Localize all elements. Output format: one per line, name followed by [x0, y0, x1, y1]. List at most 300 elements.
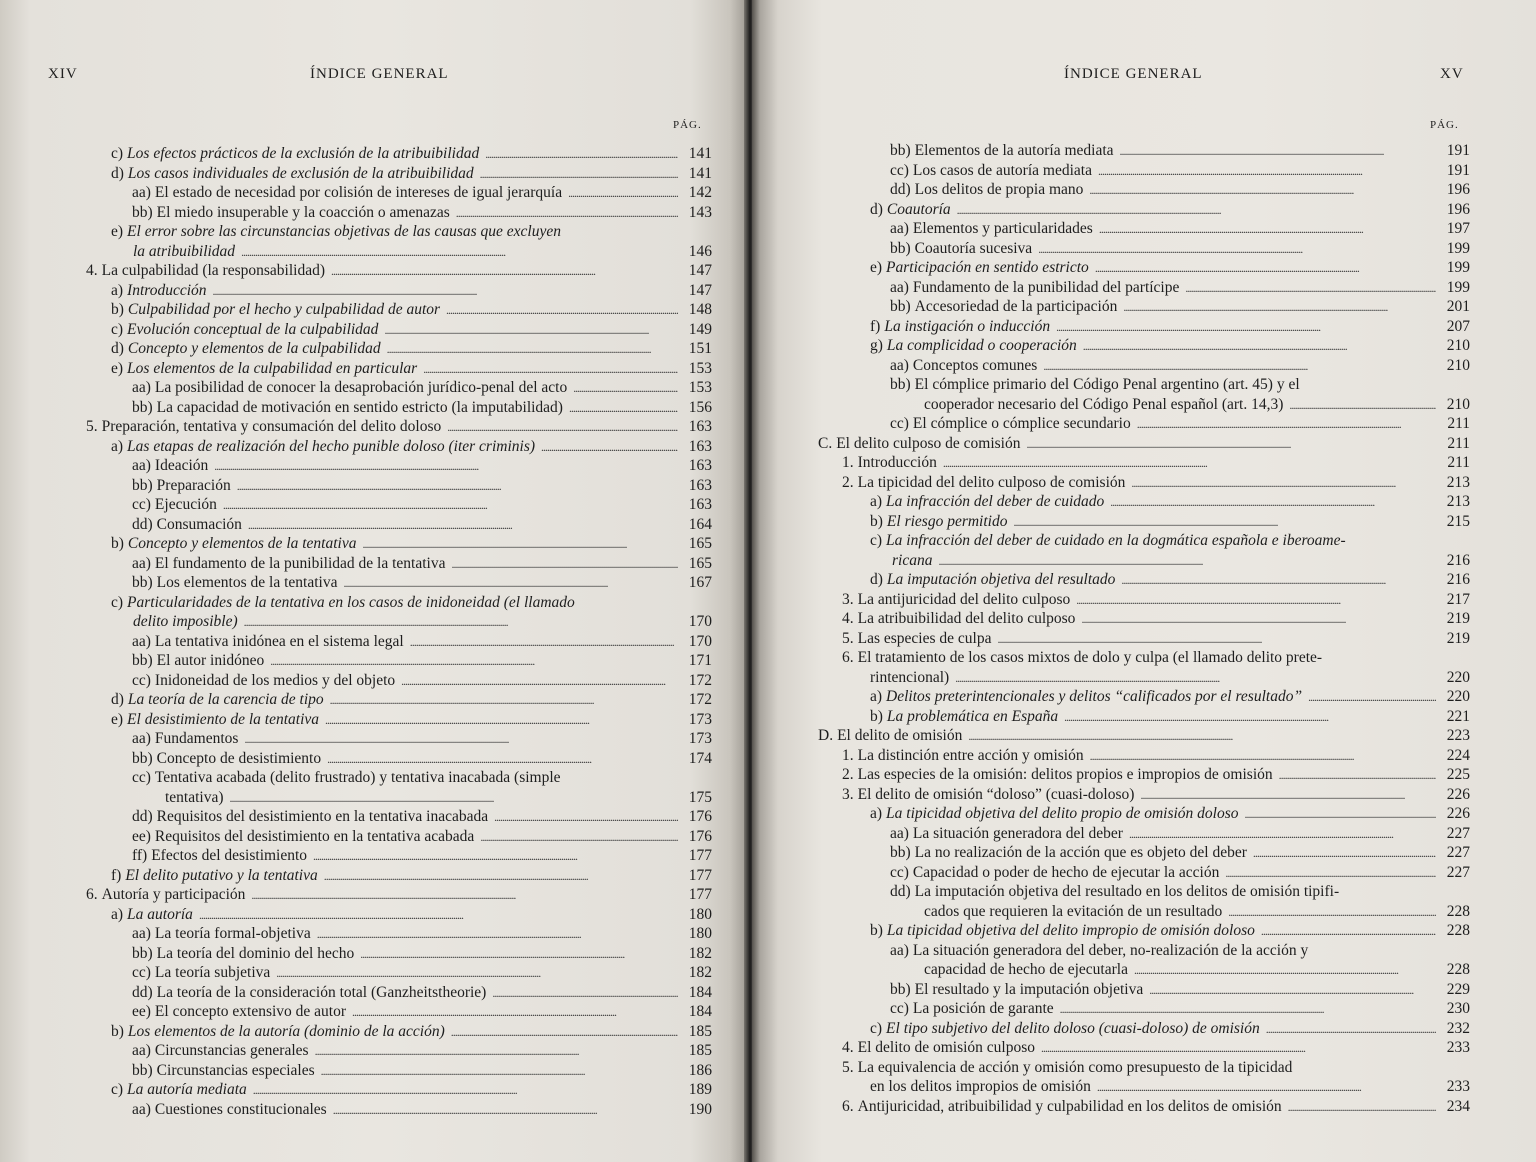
toc-entry-title: Autoría y participación — [101, 886, 246, 903]
toc-entry-title: Fundamento de la punibilidad del partícipe — [912, 278, 1180, 296]
toc-page-number: 176 — [688, 808, 712, 825]
toc-page-number: 184 — [688, 1003, 712, 1020]
toc-page-number: 228 — [1446, 902, 1470, 920]
toc-entry-title: El riesgo permitido — [886, 512, 1008, 530]
toc-entry-label: cc) — [890, 1000, 909, 1017]
dot-leader — [997, 629, 1436, 650]
dot-leader — [362, 534, 678, 555]
toc-entry-title: La culpabilidad (la responsabilidad) — [101, 262, 326, 279]
toc-entry-label: 6. — [86, 886, 98, 903]
toc-entry — [111, 164, 712, 185]
toc-page-number: 211 — [1447, 415, 1470, 432]
toc-entry-title: Los delitos de propia mano — [914, 181, 1084, 198]
toc-entry-title: Requisitos del desistimiento en la tentativa inacabada — [156, 808, 489, 825]
toc-page-number: 141 — [688, 145, 712, 162]
toc-page-number: 172 — [688, 671, 712, 689]
toc-entry-title: Concepto y elementos de la tentativa — [127, 535, 357, 552]
toc-entry — [870, 707, 1470, 728]
toc-page-number: 148 — [688, 301, 712, 318]
dot-leader — [1110, 492, 1436, 513]
dot-leader — [321, 1061, 678, 1082]
toc-entry-title: Particularidades de la tentativa en los casos de inidoneidad (el llamado — [127, 593, 575, 611]
toc-entry-label: f) — [111, 866, 122, 884]
toc-entry-title: cooperador necesario del Código Penal español (art. 14,3) — [924, 395, 1284, 413]
dot-leader — [276, 963, 678, 984]
toc-page-number: 185 — [688, 1042, 712, 1059]
dot-leader — [451, 1022, 678, 1043]
dot-leader — [1185, 278, 1436, 299]
toc-entry-label: 5. — [842, 629, 854, 647]
toc-entry — [890, 882, 1470, 902]
toc-entry-title: La teoría de la carencia de tipo — [127, 691, 324, 708]
toc-entry — [132, 827, 712, 848]
toc-entry-label: cc) — [132, 496, 151, 513]
toc-page-number: 164 — [688, 515, 712, 533]
toc-entry-title: El error sobre las circunstancias objetivas de las causas que excluyen — [127, 223, 561, 240]
toc-page-number: 230 — [1446, 1000, 1470, 1017]
toc-entry — [132, 632, 712, 653]
toc-entry-label: aa) — [890, 824, 909, 842]
toc-entry-label: b) — [111, 301, 124, 318]
toc-entry-title: Las etapas de realización del hecho punible doloso (iter criminis) — [127, 437, 536, 455]
left-page — [0, 0, 748, 1162]
toc-entry-label: C. — [818, 434, 833, 452]
toc-entry-title: El delito de omisión “doloso” (cuasi-doloso) — [857, 785, 1135, 803]
toc-entry — [842, 785, 1470, 806]
toc-entry-label: c) — [111, 593, 124, 611]
dot-leader — [1308, 687, 1436, 708]
toc-entry — [132, 456, 712, 477]
dot-leader — [1266, 1019, 1436, 1040]
toc-entry — [132, 476, 712, 497]
toc-entry — [111, 222, 712, 242]
dot-leader — [1043, 356, 1436, 377]
toc-entry — [132, 749, 712, 770]
toc-entry — [111, 281, 712, 302]
toc-entry — [111, 300, 712, 321]
toc-page-number: 146 — [688, 242, 712, 260]
toc-entry-label: aa) — [132, 632, 151, 650]
toc-entry-title: El cómplice o cómplice secundario — [912, 415, 1131, 432]
dot-leader — [1060, 999, 1436, 1020]
dot-leader — [1038, 239, 1436, 260]
toc-entry-label: 3. — [842, 785, 854, 803]
toc-entry-title: El delito de omisión — [837, 727, 963, 744]
dot-leader — [1149, 980, 1436, 1001]
toc-entry-title: El fundamento de la punibilidad de la tentativa — [154, 554, 446, 572]
toc-entry-title: Circunstancias generales — [154, 1042, 309, 1059]
toc-entry — [165, 788, 712, 809]
toc-entry-title: La infracción del deber de cuidado en la dogmática española e iberoame- — [886, 532, 1346, 549]
toc-page-number: 211 — [1447, 434, 1470, 452]
toc-entry-label: bb) — [890, 142, 911, 159]
dot-leader — [315, 1041, 678, 1062]
toc-page-number: 141 — [688, 164, 712, 182]
toc-page-number: 191 — [1446, 161, 1470, 179]
toc-page-number: 149 — [688, 320, 712, 338]
toc-entry — [870, 804, 1470, 825]
dot-leader — [1228, 902, 1436, 923]
toc-entry-label: cc) — [890, 161, 909, 179]
dot-leader — [1089, 180, 1436, 201]
toc-page-number: 147 — [688, 281, 712, 299]
dot-leader — [568, 183, 678, 204]
toc-entry-label: bb) — [890, 298, 911, 315]
toc-page-number: 219 — [1446, 610, 1470, 627]
dot-leader — [1289, 395, 1436, 416]
toc-page-number: 173 — [688, 730, 712, 747]
toc-entry-label: f) — [870, 317, 881, 335]
toc-entry-label: a) — [111, 905, 124, 923]
toc-entry-label: c) — [870, 1019, 883, 1037]
toc-entry-label: aa) — [132, 925, 151, 942]
toc-entry-label: bb) — [132, 476, 153, 494]
toc-entry — [890, 239, 1470, 260]
toc-page-number: 189 — [688, 1081, 712, 1098]
toc-entry-title: El tratamiento de los casos mixtos de dolo y culpa (el llamado delito prete- — [857, 649, 1323, 666]
toc-entry — [842, 473, 1470, 494]
toc-entry-title: La autoría mediata — [127, 1081, 247, 1098]
toc-page-number: 220 — [1446, 688, 1470, 705]
dot-leader — [325, 710, 678, 731]
toc-entry-title: La teoría formal-objetiva — [154, 925, 311, 942]
toc-entry — [890, 941, 1470, 961]
dot-leader — [199, 905, 678, 926]
toc-entry — [133, 242, 712, 263]
dot-leader — [213, 281, 678, 302]
toc-page-number: 228 — [1446, 961, 1470, 978]
toc-entry-title: Las especies de la omisión: delitos propios e impropios de omisión — [857, 766, 1273, 783]
toc-entry-label: 5. — [842, 1058, 854, 1076]
toc-entry-title: El autor inidóneo — [156, 652, 265, 669]
toc-entry-label: aa) — [132, 1100, 151, 1118]
toc-entry-title: Preparación — [156, 476, 231, 494]
dot-leader — [1098, 161, 1436, 182]
dot-leader — [1081, 609, 1436, 630]
toc-entry-label: dd) — [132, 983, 153, 1001]
toc-entry-title: Coautoría sucesiva — [914, 239, 1033, 257]
toc-entry-title: Coautoría — [886, 200, 951, 218]
toc-entry-title: La equivalencia de acción y omisión como presupuesto de la tipicidad — [857, 1058, 1293, 1076]
toc-entry-title: Fundamentos — [154, 730, 239, 747]
toc-page-number: 226 — [1446, 785, 1470, 803]
toc-entry-title: La problemática en España — [886, 707, 1059, 725]
toc-entry-label: e) — [111, 223, 124, 240]
toc-entry-title: Los elementos de la tentativa — [156, 574, 338, 591]
toc-entry-title: Delitos preterintencionales y delitos “calificados por el resultado” — [886, 688, 1303, 705]
dot-leader — [230, 788, 678, 809]
dot-leader — [251, 885, 678, 906]
dot-leader — [1064, 707, 1436, 728]
toc-entry-title: Tentativa acabada (delito frustrado) y tentativa inacabada (simple — [154, 769, 561, 786]
toc-entry — [111, 905, 712, 926]
toc-entry — [842, 1058, 1470, 1078]
toc-entry-label: cc) — [132, 769, 151, 786]
toc-page-number: 232 — [1446, 1019, 1470, 1037]
toc-page-number: 228 — [1446, 922, 1470, 939]
toc-entry-title: Consumación — [156, 515, 242, 533]
dot-leader — [327, 749, 678, 770]
toc-entry-title: Ejecución — [154, 496, 217, 513]
toc-entry — [132, 554, 712, 575]
left-page-label: PÁG. — [673, 119, 702, 131]
dot-leader — [955, 668, 1436, 689]
right-running-head: ÍNDICE GENERAL — [1064, 66, 1203, 82]
toc-page-number: 229 — [1446, 980, 1470, 998]
toc-entry-title: La imputación objetiva del resultado en los delitos de omisión tipifi- — [914, 883, 1340, 900]
dot-leader — [401, 671, 678, 692]
toc-entry-label: b) — [870, 707, 883, 725]
left-toc — [0, 144, 712, 1144]
toc-page-number: 199 — [1446, 259, 1470, 276]
toc-entry — [890, 219, 1470, 240]
toc-entry-label: b) — [870, 512, 883, 530]
toc-entry-label: aa) — [890, 356, 909, 374]
toc-entry-label: b) — [870, 922, 883, 939]
dot-leader — [1013, 512, 1436, 533]
toc-entry — [132, 203, 712, 224]
toc-entry — [890, 980, 1470, 1001]
toc-entry-label: aa) — [132, 457, 151, 474]
dot-leader — [410, 632, 678, 653]
toc-entry-label: d) — [111, 164, 124, 182]
toc-page-number: 213 — [1446, 493, 1470, 510]
toc-entry-label: aa) — [890, 941, 909, 959]
toc-entry-label: bb) — [132, 203, 153, 221]
toc-entry-title: Los efectos prácticos de la exclusión de la atribuibilidad — [127, 145, 480, 162]
dot-leader — [343, 573, 678, 594]
toc-entry-title: La situación generadora del deber, no-realización de la acción y — [912, 941, 1309, 959]
toc-entry-title: Preparación, tentativa y consumación del delito doloso — [101, 418, 442, 435]
toc-entry — [890, 999, 1470, 1020]
toc-entry — [111, 710, 712, 731]
dot-leader — [480, 827, 678, 848]
toc-page-number: 173 — [688, 710, 712, 728]
toc-entry-label: bb) — [132, 652, 153, 669]
toc-entry-title: La complicidad o cooperación — [886, 337, 1077, 354]
toc-page-number: 210 — [1446, 337, 1470, 354]
dot-leader — [237, 476, 678, 497]
toc-entry-title: La teoría del dominio del hecho — [156, 944, 355, 962]
toc-entry-label: 1. — [842, 454, 854, 471]
toc-page-number: 211 — [1447, 454, 1470, 471]
toc-page-number: 227 — [1446, 824, 1470, 842]
dot-leader — [569, 398, 678, 419]
toc-entry-title: Los elementos de la autoría (dominio de la acción) — [127, 1022, 445, 1040]
dot-leader — [541, 437, 678, 458]
toc-entry-label: 5. — [86, 418, 98, 435]
toc-entry — [111, 359, 712, 380]
toc-page-number: 233 — [1446, 1078, 1470, 1095]
toc-page-number: 220 — [1446, 668, 1470, 686]
toc-entry-title: rintencional) — [870, 668, 950, 686]
toc-entry-label: D. — [818, 727, 834, 744]
dot-leader — [943, 453, 1436, 474]
toc-entry-label: b) — [111, 1022, 124, 1040]
toc-page-number: 196 — [1446, 181, 1470, 198]
dot-leader — [1097, 1077, 1436, 1098]
toc-entry-label: 1. — [842, 746, 854, 764]
toc-entry — [133, 612, 712, 633]
toc-entry — [132, 183, 712, 204]
toc-entry-label: c) — [111, 145, 124, 162]
toc-entry — [890, 141, 1470, 162]
toc-entry-title: Evolución conceptual de la culpabilidad — [127, 320, 379, 338]
dot-leader — [1090, 746, 1436, 767]
toc-entry — [870, 570, 1470, 591]
toc-entry — [132, 1041, 712, 1062]
dot-leader — [1261, 921, 1436, 942]
toc-entry-title: en los delitos impropios de omisión — [870, 1078, 1091, 1095]
toc-entry-title: La tipicidad del delito culposo de comisión — [857, 473, 1126, 491]
toc-entry-title: Accesoriedad de la participación — [914, 298, 1118, 315]
toc-page-number: 151 — [688, 340, 712, 357]
dot-leader — [1120, 141, 1436, 162]
toc-page-number: 185 — [688, 1022, 712, 1040]
dot-leader — [352, 1002, 678, 1023]
toc-entry — [892, 551, 1470, 572]
toc-entry — [870, 1077, 1470, 1098]
toc-entry — [111, 534, 712, 555]
toc-entry-title: Concepto de desistimiento — [156, 749, 322, 767]
toc-entry-label: 6. — [842, 649, 854, 666]
toc-entry-title: El desistimiento de la tentativa — [127, 710, 320, 728]
toc-entry — [890, 824, 1470, 845]
toc-page-number: 174 — [688, 749, 712, 767]
toc-entry-label: 3. — [842, 590, 854, 608]
toc-entry-label: a) — [870, 805, 883, 822]
toc-entry-title: El resultado y la imputación objetiva — [914, 980, 1144, 998]
toc-entry — [86, 261, 712, 282]
toc-entry — [924, 395, 1470, 416]
dot-leader — [1129, 824, 1436, 845]
toc-entry — [842, 453, 1470, 474]
toc-entry-title: Capacidad o poder de hecho de ejecutar la acción — [912, 863, 1220, 881]
toc-entry-title: Participación en sentido estricto — [886, 259, 1089, 276]
toc-page-number: 171 — [688, 652, 712, 669]
toc-entry — [890, 161, 1470, 182]
toc-page-number: 217 — [1446, 590, 1470, 608]
toc-page-number: 184 — [688, 983, 712, 1001]
toc-entry — [132, 807, 712, 828]
toc-entry-title: la atribuibilidad — [133, 242, 236, 260]
toc-entry — [870, 492, 1470, 513]
dot-leader — [480, 164, 678, 185]
toc-entry — [890, 180, 1470, 201]
toc-entry-title: La imputación objetiva del resultado — [886, 571, 1116, 588]
toc-entry-title: La tentativa inidónea en el sistema legal — [154, 632, 404, 650]
toc-page-number: 210 — [1446, 356, 1470, 374]
toc-entry-label: d) — [111, 340, 124, 357]
toc-entry-title: Ideación — [154, 457, 209, 474]
toc-entry-title: Inidoneidad de los medios y del objeto — [154, 671, 396, 689]
toc-entry-title: ricana — [892, 551, 933, 569]
toc-entry — [111, 690, 712, 711]
toc-entry-title: Los casos individuales de exclusión de la atribuibilidad — [127, 164, 474, 182]
toc-entry-label: aa) — [890, 220, 909, 237]
toc-entry — [870, 258, 1470, 279]
dot-leader — [573, 378, 678, 399]
toc-page-number: 196 — [1446, 200, 1470, 218]
toc-entry — [842, 1038, 1470, 1059]
toc-entry — [111, 1022, 712, 1043]
toc-entry-title: La antijuricidad del delito culposo — [857, 590, 1071, 608]
toc-entry-title: El miedo insuperable y la coacción o amenazas — [156, 203, 450, 221]
toc-entry — [111, 1080, 712, 1101]
toc-entry — [870, 668, 1470, 689]
toc-entry-label: aa) — [132, 184, 151, 201]
toc-entry-label: c) — [111, 1081, 124, 1098]
toc-entry-title: El estado de necesidad por colisión de intereses de igual jerarquía — [154, 184, 563, 201]
toc-entry-label: 4. — [842, 1039, 854, 1056]
dot-leader — [244, 729, 678, 750]
toc-page-number: 199 — [1446, 239, 1470, 257]
toc-page-number: 186 — [688, 1061, 712, 1079]
toc-entry — [870, 336, 1470, 357]
toc-entry — [132, 944, 712, 965]
dot-leader — [447, 417, 678, 438]
toc-entry-label: bb) — [890, 239, 911, 257]
toc-entry — [132, 378, 712, 399]
dot-leader — [324, 866, 678, 887]
toc-page-number: 201 — [1446, 298, 1470, 315]
toc-page-number: 227 — [1446, 844, 1470, 861]
toc-page-number: 226 — [1446, 805, 1470, 822]
toc-entry — [132, 983, 712, 1004]
toc-entry-label: d) — [870, 200, 883, 218]
toc-entry-label: e) — [111, 359, 124, 377]
dot-leader — [253, 1080, 678, 1101]
dot-leader — [317, 924, 678, 945]
toc-page-number: 216 — [1446, 551, 1470, 569]
right-toc — [752, 141, 1470, 1141]
toc-page-number: 215 — [1446, 512, 1470, 530]
left-running-head: ÍNDICE GENERAL — [310, 66, 449, 82]
right-page — [752, 0, 1536, 1162]
toc-page-number: 227 — [1446, 863, 1470, 881]
toc-page-number: 219 — [1446, 629, 1470, 647]
dot-leader — [1123, 297, 1436, 318]
toc-entry-label: aa) — [890, 278, 909, 296]
toc-entry — [890, 297, 1470, 318]
toc-entry-title: Requisitos del desistimiento en la tentativa acabada — [154, 827, 475, 845]
toc-entry-title: Conceptos comunes — [912, 356, 1038, 374]
toc-entry-label: bb) — [132, 398, 153, 416]
toc-page-number: 176 — [688, 827, 712, 845]
toc-entry-title: tentativa) — [165, 788, 224, 806]
dot-leader — [456, 203, 678, 224]
left-folio: XIV — [48, 66, 78, 82]
toc-entry-title: El delito putativo y la tentativa — [125, 866, 318, 884]
toc-page-number: 199 — [1446, 278, 1470, 296]
dot-leader — [360, 944, 678, 965]
dot-leader — [1140, 785, 1436, 806]
toc-entry-label: a) — [111, 281, 124, 299]
dot-leader — [1076, 590, 1436, 611]
dot-leader — [485, 144, 678, 165]
dot-leader — [313, 846, 678, 867]
toc-entry-title: Concepto y elementos de la culpabilidad — [127, 340, 381, 357]
toc-entry-title: Elementos y particularidades — [912, 220, 1093, 237]
toc-entry-title: capacidad de hecho de ejecutarla — [924, 961, 1128, 978]
toc-entry-label: 4. — [86, 262, 98, 279]
toc-entry-title: La instigación o inducción — [884, 317, 1051, 335]
toc-page-number: 182 — [688, 964, 712, 981]
toc-entry-label: bb) — [132, 749, 153, 767]
toc-entry-title: delito imposible) — [133, 613, 238, 630]
toc-entry-label: 4. — [842, 610, 854, 627]
toc-entry — [132, 729, 712, 750]
